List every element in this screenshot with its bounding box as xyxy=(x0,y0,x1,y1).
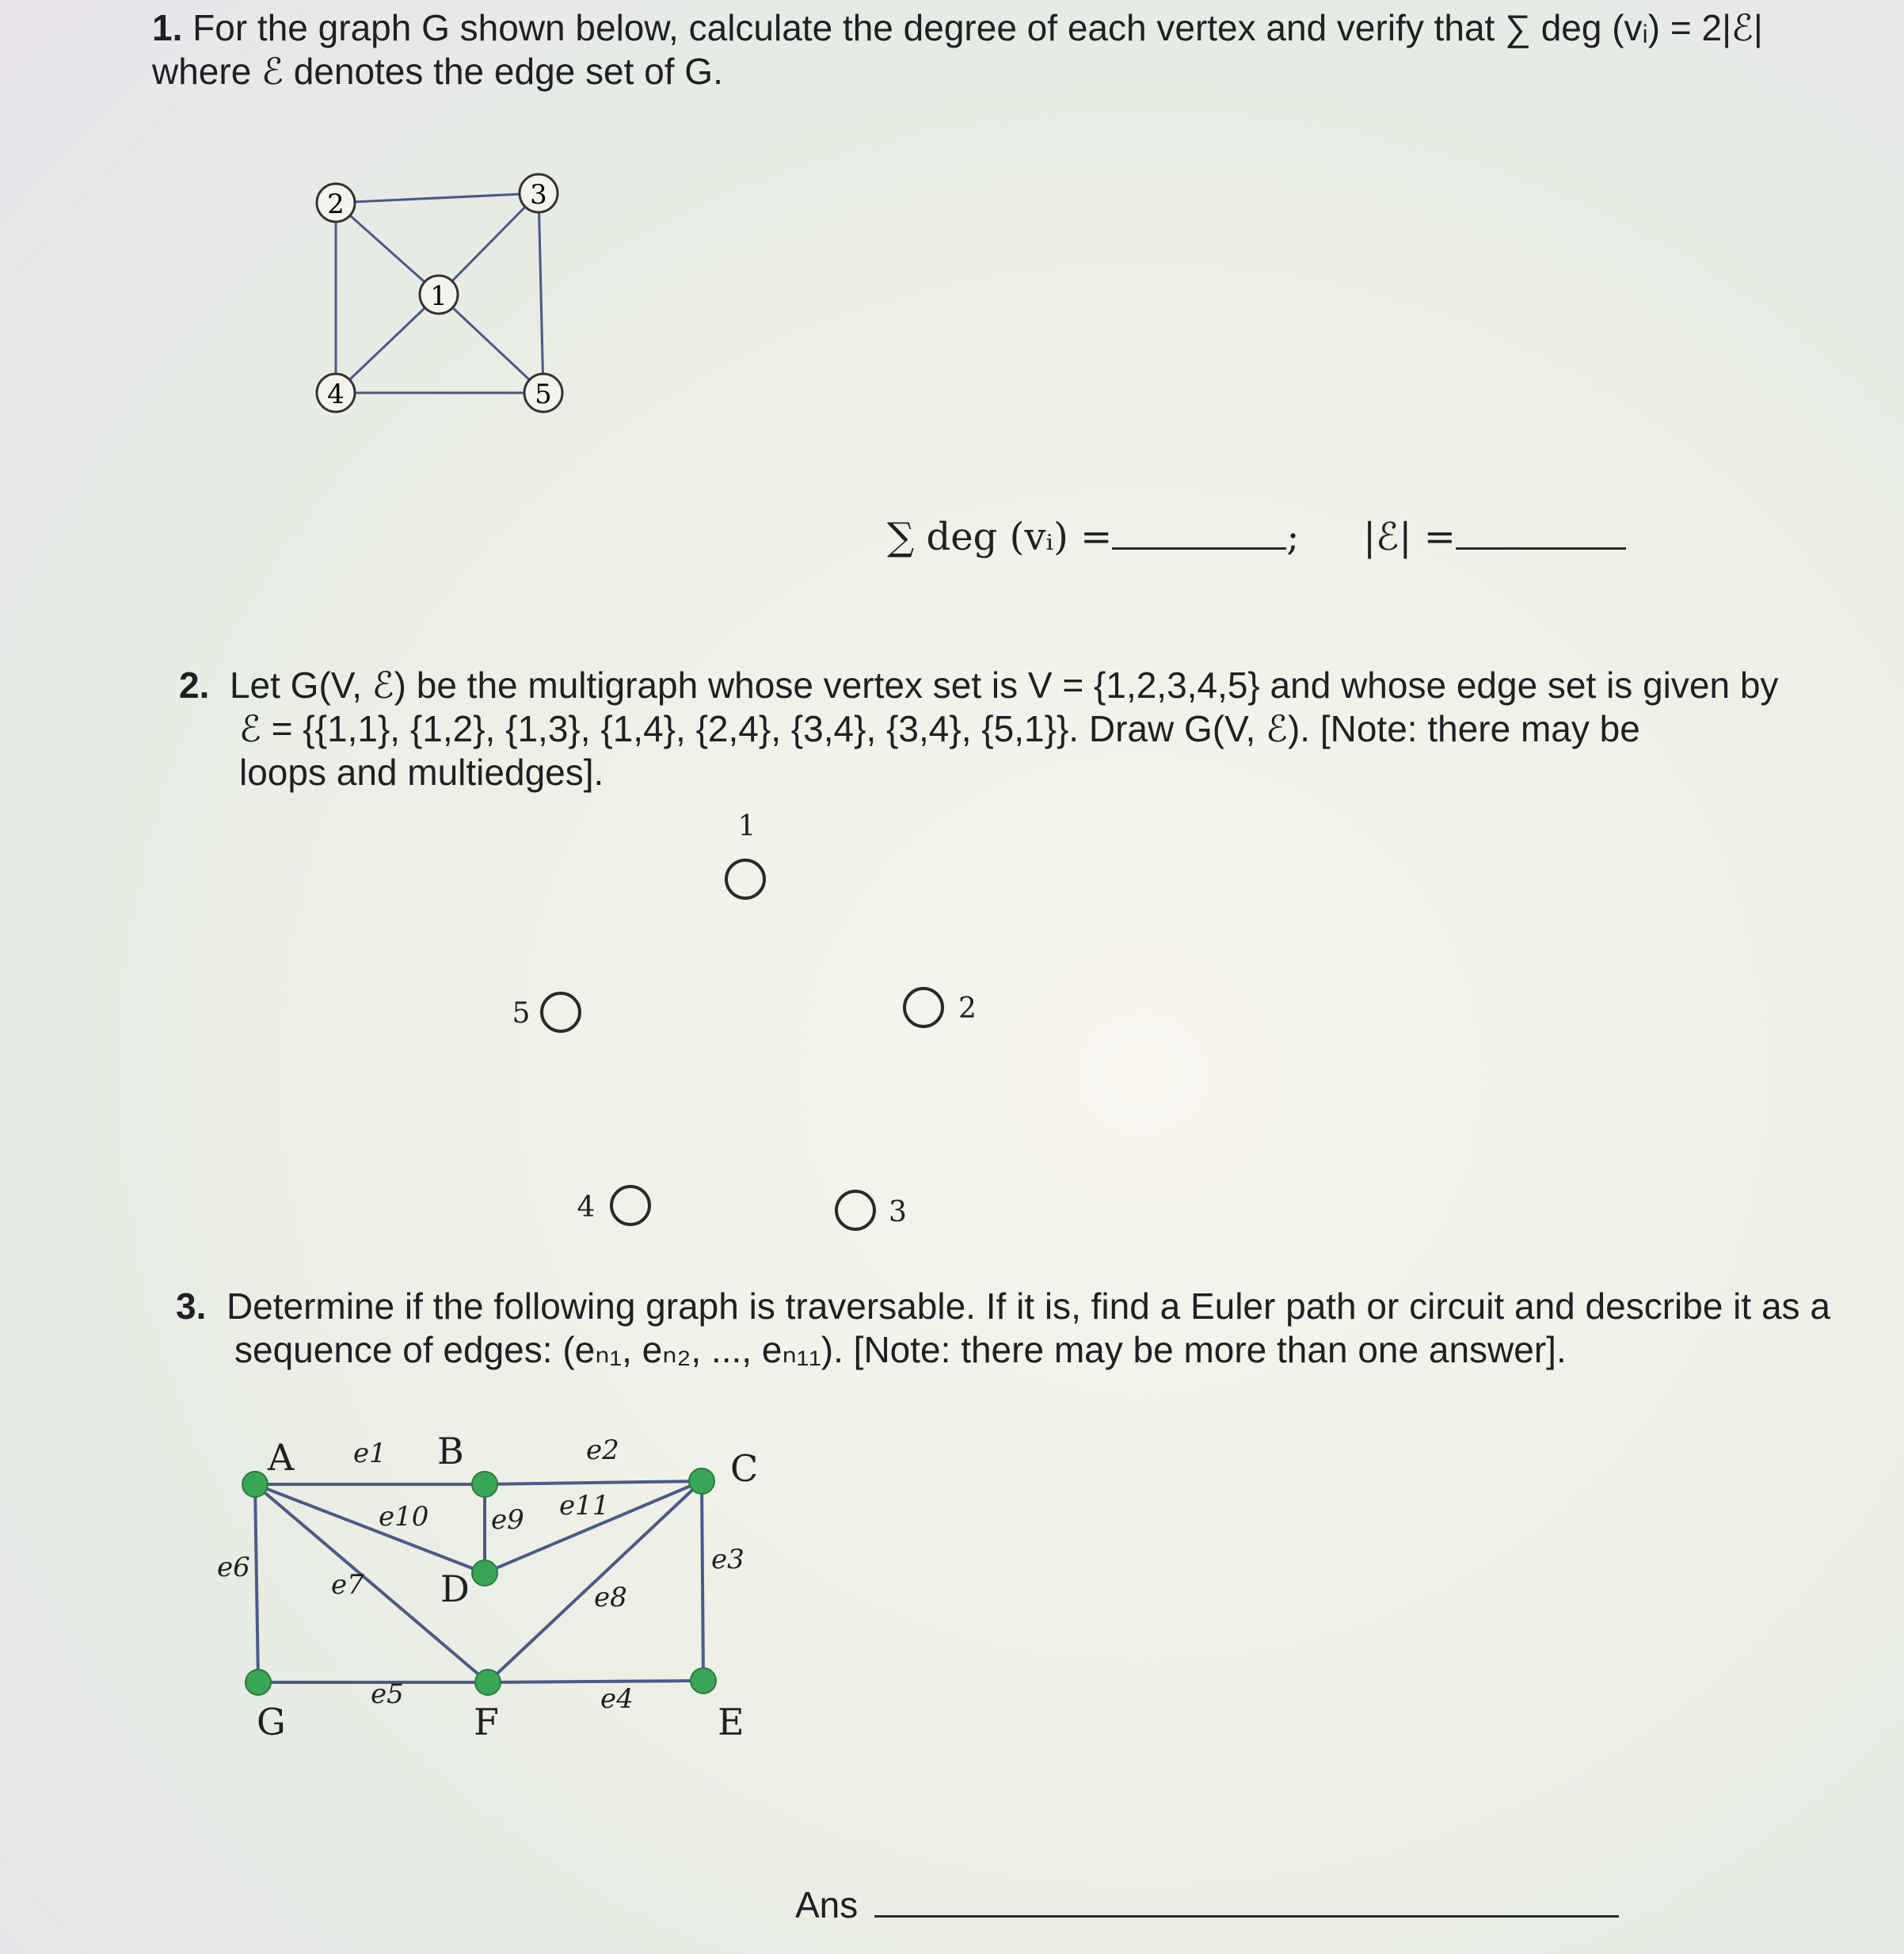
q2-vertex-4[interactable] xyxy=(611,1186,649,1225)
q2-vertex-3[interactable] xyxy=(836,1191,874,1229)
q1-text xyxy=(152,6,1831,93)
q3-node-A xyxy=(242,1472,268,1497)
q2-number: 2. xyxy=(179,665,210,706)
q1-edge-2-1 xyxy=(336,203,439,295)
q3-edge-label-e5: e5 xyxy=(371,1678,404,1710)
q3-edge-label-e1: e1 xyxy=(353,1438,387,1469)
q1-separator: ; xyxy=(1286,515,1300,559)
q1-edge-5-1 xyxy=(439,295,543,393)
q1-edge-3-5 xyxy=(539,193,543,393)
q3-line1: 3. Determine if the following graph is traversable. If it is, find a Euler path or circuit and describe it as a xyxy=(176,1286,1830,1327)
q3-label-C: C xyxy=(730,1447,759,1490)
q3-edge-e3 xyxy=(702,1481,703,1681)
q1-line2: where ℰ denotes the edge set of G. xyxy=(152,51,723,93)
q3-label-D: D xyxy=(440,1567,470,1610)
q3-node-B xyxy=(472,1472,497,1497)
q3-ans-blank[interactable] xyxy=(874,1915,1619,1918)
q2-vertex-1[interactable] xyxy=(726,860,764,898)
q2-line3: loops and multiedges]. xyxy=(239,752,604,794)
q3-number: 3. xyxy=(176,1286,207,1327)
q1-node-2 xyxy=(317,184,355,222)
q3-node-D xyxy=(472,1560,497,1586)
q3-node-F xyxy=(475,1670,501,1695)
q3-edge-label-e10: e10 xyxy=(379,1501,429,1533)
q1-graph xyxy=(277,158,594,428)
q3-ans-label: Ans xyxy=(795,1884,859,1925)
q2-line2: ℰ = {{1,1}, {1,2}, {1,3}, {1,4}, {2,4}, {3,4}, {3,4}, {5,1}}. Draw G(V, ℰ). [Note: there may be xyxy=(239,708,1640,750)
q2-text xyxy=(179,664,1842,795)
svg-text:5: 5 xyxy=(535,379,552,410)
q1-node-3 xyxy=(520,174,558,212)
q2-label-3: 3 xyxy=(889,1196,907,1228)
q3-edge-label-e3: e3 xyxy=(711,1544,744,1575)
q2-label-4: 4 xyxy=(577,1191,596,1224)
q3-node-C xyxy=(689,1468,714,1494)
q1-edge-3-1 xyxy=(439,193,539,295)
svg-text:1: 1 xyxy=(430,280,447,312)
q2-vertex-2[interactable] xyxy=(904,988,942,1027)
q2-vertex-area xyxy=(475,800,1030,1244)
q3-edge-e4 xyxy=(488,1681,703,1682)
q2-line1: 2. Let G(V, ℰ) be the multigraph whose vertex set is V = {1,2,3,4,5} and whose edge set is given by xyxy=(179,665,1779,706)
q1-answer-row xyxy=(887,515,1626,559)
q1-number: 1. xyxy=(152,7,183,48)
q2-label-5: 5 xyxy=(512,997,531,1030)
q2-label-1: 1 xyxy=(737,810,756,843)
q1-node-4 xyxy=(317,374,355,412)
q1-line1: 1. For the graph G shown below, calculate the degree of each vertex and verify that ∑ deg (vᵢ) = 2|ℰ| xyxy=(152,7,1763,48)
svg-text:4: 4 xyxy=(327,379,345,410)
svg-text:3: 3 xyxy=(530,179,547,211)
q3-edge-label-e11: e11 xyxy=(559,1490,610,1522)
q3-graph xyxy=(198,1418,800,1766)
q2-vertex-5[interactable] xyxy=(542,993,580,1031)
q3-label-A: A xyxy=(268,1436,295,1479)
q3-answer-row xyxy=(795,1884,1619,1926)
q3-label-E: E xyxy=(718,1701,744,1743)
q1-node-5 xyxy=(524,374,562,412)
q3-edge-e10 xyxy=(255,1484,485,1573)
q1-edges-blank[interactable] xyxy=(1456,547,1626,550)
q3-node-E xyxy=(691,1668,716,1693)
q3-edge-label-e9: e9 xyxy=(491,1504,524,1536)
q3-edge-e6 xyxy=(255,1484,258,1682)
q1-sum-blank[interactable] xyxy=(1112,547,1286,550)
q3-node-G xyxy=(246,1670,271,1695)
q3-edge-label-e2: e2 xyxy=(586,1434,619,1466)
q3-text xyxy=(176,1285,1855,1372)
q3-label-F: F xyxy=(474,1701,499,1743)
q3-label-G: G xyxy=(257,1701,286,1743)
q3-edge-e2 xyxy=(485,1481,702,1484)
q1-node-1 xyxy=(420,276,458,314)
q1-edge-2-3 xyxy=(336,193,539,203)
q1-edges-label: |ℰ| = xyxy=(1363,515,1456,559)
q3-edge-label-e8: e8 xyxy=(594,1582,627,1613)
q3-edge-label-e4: e4 xyxy=(600,1683,634,1715)
q2-label-2: 2 xyxy=(958,992,977,1025)
q3-edge-label-e7: e7 xyxy=(331,1569,364,1601)
q1-sum-label: ∑ deg (vᵢ) = xyxy=(887,515,1113,559)
svg-text:2: 2 xyxy=(327,189,345,220)
q3-line2: sequence of edges: (eₙ₁, eₙ₂, ..., eₙ₁₁). [Note: there may be more than one answer]. xyxy=(234,1329,1567,1371)
q3-edge-label-e6: e6 xyxy=(217,1552,250,1583)
q1-edge-4-1 xyxy=(336,295,439,393)
q3-label-B: B xyxy=(437,1430,464,1472)
